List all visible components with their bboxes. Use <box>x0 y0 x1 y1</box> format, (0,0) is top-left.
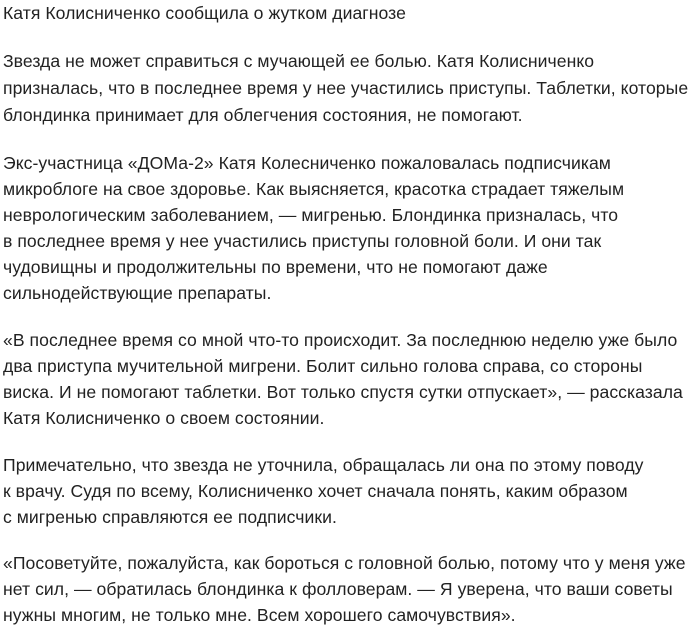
paragraph-line: в последнее время у нее участились приступы головной боли. И они так <box>3 231 602 251</box>
paragraph-line: виска. И не помогают таблетки. Вот только спустя сутки отпускает», — рассказала <box>3 382 683 402</box>
paragraph-line: нужны многим, не только мне. Всем хорошего самочувствия». <box>3 605 516 625</box>
paragraph-line: Катя Колисниченко о своем состоянии. <box>3 408 325 428</box>
paragraph-line: «Посоветуйте, пожалуйста, как бороться с головной болью, потому что у меня уже <box>3 553 686 573</box>
paragraph-line: два приступа мучительной мигрени. Болит сильно голова справа, со стороны <box>3 356 643 376</box>
paragraph-line: «В последнее время со мной что-то происходит. За последнюю неделю уже было <box>3 330 678 350</box>
paragraph-line: к врачу. Судя по всему, Колисниченко хочет сначала понять, каким образом <box>3 481 628 501</box>
paragraph-line: микроблоге на свое здоровье. Как выясняется, красотка страдает тяжелым <box>3 179 625 199</box>
paragraph-line: неврологическим заболеванием, — мигренью. Блондинка призналась, что <box>3 205 619 225</box>
paragraph-line: с мигренью справляются ее подписчики. <box>3 507 337 527</box>
paragraph-line: чудовищны и продолжительны по времени, что не помогают даже <box>3 257 548 277</box>
paragraph-line: сильнодействующие препараты. <box>3 283 272 303</box>
paragraph-line: Примечательно, что звезда не уточнила, обращалась ли она по этому поводу <box>3 455 644 475</box>
paragraph-line: Звезда не может справиться с мучающей ее болью. Катя Колисниченко <box>3 51 595 71</box>
paragraph-line: нет сил, — обратилась блондинка к фолловерам. — Я уверена, что ваши советы <box>3 579 673 599</box>
article-title: Катя Колисниченко сообщила о жутком диагнозе <box>3 3 406 23</box>
paragraph-line: блондинка принимает для облегчения состояния, не помогают. <box>3 105 523 125</box>
paragraph-line: Экс-участница «ДОМа-2» Катя Колесниченко пожаловалась подписчикам <box>3 153 611 173</box>
paragraph-line: призналась, что в последнее время у нее участились приступы. Таблетки, которые <box>3 78 689 98</box>
